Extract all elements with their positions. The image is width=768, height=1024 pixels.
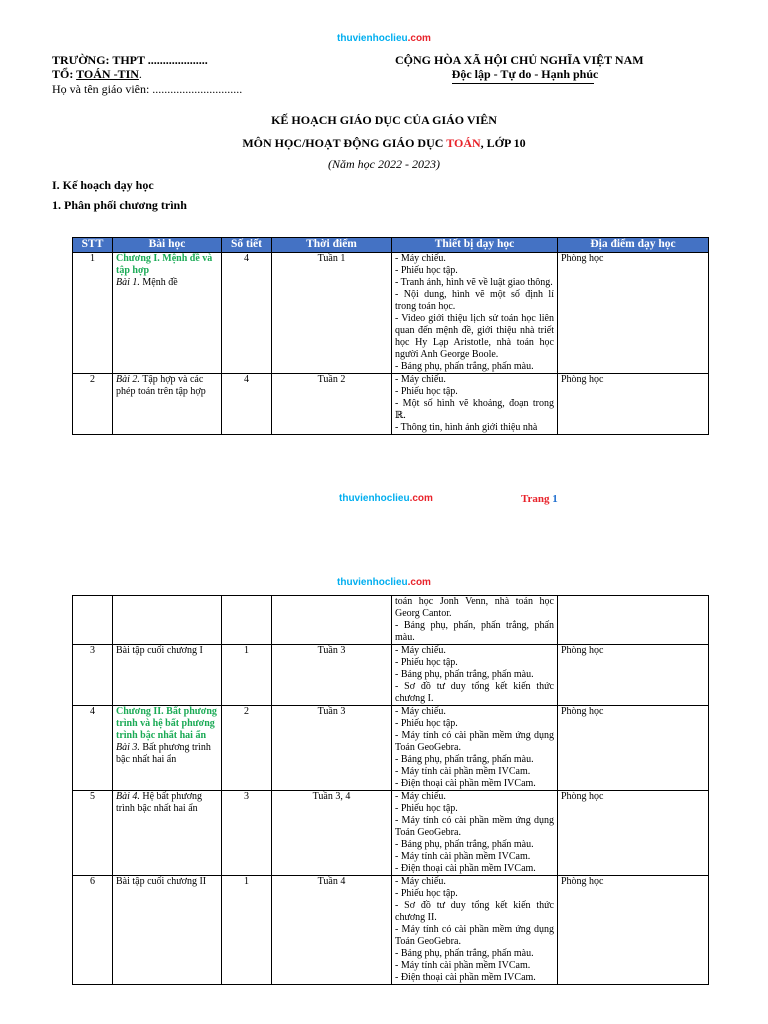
cell-place: Phòng học [558, 791, 709, 876]
cell-stt [73, 596, 113, 645]
col-time: Thời điểm [272, 238, 392, 253]
device-item: - Video giới thiệu lịch sử toán học liên quan đến mệnh đề, giới thiệu nhà triết học Hy Lạp Aristotle, nhà toán học người Anh George Boole. [395, 313, 554, 360]
table-row [73, 876, 709, 985]
subtitle-post: , LỚP 10 [480, 136, 526, 150]
site-domain: .com [407, 577, 431, 588]
cell-devices [392, 791, 558, 876]
chapter-title: Chương I. Mệnh đề và tập hợp [116, 253, 213, 276]
motto: Độc lập - Tự do - Hạnh phúc [451, 67, 599, 81]
device-item: - Máy tính cài phần mềm IVCam. [395, 960, 531, 971]
device-item: - Máy chiếu. [395, 253, 446, 264]
table-row [73, 374, 709, 435]
device-item: - Bảng phụ, phấn, phấn trắng, phấn màu. [395, 620, 554, 643]
cell-periods: 3 [222, 791, 272, 876]
page-num: 1 [552, 493, 558, 505]
device-item: - Máy chiếu. [395, 706, 446, 717]
teacher-name-line: Họ và tên giáo viên: .............................. [52, 82, 243, 96]
device-item: - Phiếu học tập. [395, 386, 458, 397]
device-item: - Nội dung, hình vẽ một số định lí trong toán học. [395, 289, 554, 312]
cell-periods: 2 [222, 706, 272, 791]
cell-lesson [113, 791, 222, 876]
cell-lesson [113, 253, 222, 374]
lesson-title: Tập hợp và các phép toán trên tập hợp [116, 374, 206, 397]
table-row [73, 645, 709, 706]
site-watermark-top [0, 33, 768, 44]
group-suffix: . [138, 67, 142, 81]
cell-place: Phòng học [558, 374, 709, 435]
school-line: TRƯỜNG: THPT .................... [52, 53, 208, 67]
table-row-continued [73, 596, 709, 645]
col-place: Địa điểm dạy học [558, 238, 709, 253]
device-item: - Sơ đồ tư duy tổng kết kiến thức chương II. [395, 900, 554, 923]
device-item: - Máy tính cài phần mềm IVCam. [395, 851, 531, 862]
cell-place [558, 596, 709, 645]
lesson-title: Hệ bất phương trình bậc nhất hai ẩn [116, 791, 202, 814]
col-periods: Số tiết [222, 238, 272, 253]
device-item: - Bảng phụ, phấn trắng, phấn màu. [395, 361, 534, 372]
cell-devices [392, 596, 558, 645]
lesson-number: Bài 1. [116, 277, 140, 288]
device-item: - Phiếu học tập. [395, 718, 458, 729]
col-stt: STT [73, 238, 113, 253]
lesson-title: Bất phương trình bậc nhất hai ẩn [116, 742, 211, 765]
lesson-number: Bài 2. [116, 374, 140, 385]
cell-periods: 1 [222, 876, 272, 985]
lesson-title: Mệnh đề [139, 277, 178, 288]
device-item: - Tranh ảnh, hình vẽ về luật giao thông. [395, 277, 553, 288]
device-item: - Máy tính có cài phần mềm ứng dụng Toán GeoGebra. [395, 815, 554, 838]
cell-lesson [113, 374, 222, 435]
cell-stt: 1 [73, 253, 113, 374]
cell-time: Tuần 3, 4 [272, 791, 392, 876]
device-item: - Máy tính cài phần mềm IVCam. [395, 766, 531, 777]
cell-time: Tuần 4 [272, 876, 392, 985]
cell-periods [222, 596, 272, 645]
device-item: - Máy tính có cài phần mềm ứng dụng Toán GeoGebra. [395, 924, 554, 947]
cell-lesson [113, 645, 222, 706]
cell-time: Tuần 1 [272, 253, 392, 374]
lesson-title: Bài tập cuối chương II [116, 876, 207, 887]
device-item: - Máy tính có cài phần mềm ứng dụng Toán GeoGebra. [395, 730, 554, 753]
cell-devices [392, 876, 558, 985]
device-item: - Phiếu học tập. [395, 657, 458, 668]
device-item: - Bảng phụ, phấn trắng, phấn màu. [395, 754, 534, 765]
site-watermark-page2 [0, 577, 768, 588]
school-year: (Năm học 2022 - 2023) [328, 157, 440, 171]
device-item: toán học Jonh Venn, nhà toán học Georg Cantor. [395, 596, 554, 619]
site-domain: .com [407, 33, 431, 44]
cell-stt: 5 [73, 791, 113, 876]
cell-devices [392, 645, 558, 706]
group-prefix: TỔ: [52, 67, 77, 81]
section-heading: I. Kế hoạch dạy học [52, 178, 154, 192]
cell-place: Phòng học [558, 876, 709, 985]
device-item: - Bảng phụ, phấn trắng, phấn màu. [395, 948, 534, 959]
subtitle-subject: TOÁN [446, 136, 481, 150]
device-item: - Phiếu học tập. [395, 888, 458, 899]
cell-time: Tuần 3 [272, 706, 392, 791]
program-table-page1 [72, 237, 709, 435]
device-item: - Điện thoại cài phần mềm IVCam. [395, 972, 536, 983]
cell-periods: 1 [222, 645, 272, 706]
site-name: thuvienhoclieu [337, 33, 408, 44]
device-item: - Máy chiếu. [395, 791, 446, 802]
device-item: - Thông tin, hình ảnh giới thiệu nhà [395, 422, 538, 433]
device-item: - Điện thoại cài phần mềm IVCam. [395, 863, 536, 874]
cell-place: Phòng học [558, 253, 709, 374]
program-table-page2 [72, 595, 709, 985]
cell-devices [392, 706, 558, 791]
device-item: - Sơ đồ tư duy tổng kết kiến thức chương I. [395, 681, 554, 704]
cell-place: Phòng học [558, 706, 709, 791]
subsection-heading: 1. Phân phối chương trình [52, 198, 187, 212]
site-name: thuvienhoclieu [337, 577, 408, 588]
cell-periods: 4 [222, 253, 272, 374]
site-watermark-footer [339, 493, 433, 504]
subtitle-pre: MÔN HỌC/HOẠT ĐỘNG GIÁO DỤC [242, 136, 447, 150]
group-name: TOÁN -TIN [76, 67, 139, 81]
cell-lesson [113, 596, 222, 645]
table-row [73, 253, 709, 374]
cell-periods: 4 [222, 374, 272, 435]
cell-time [272, 596, 392, 645]
device-item: - Điện thoại cài phần mềm IVCam. [395, 778, 536, 789]
table-header-row [73, 238, 709, 253]
lesson-number: Bài 4. [116, 791, 140, 802]
cell-devices [392, 374, 558, 435]
cell-lesson [113, 876, 222, 985]
device-item: - Máy chiếu. [395, 645, 446, 656]
cell-stt: 2 [73, 374, 113, 435]
page-label: Trang [521, 493, 553, 505]
lesson-number: Bài 3. [116, 742, 140, 753]
table-row [73, 791, 709, 876]
chapter-title: Chương II. Bất phương trình và hệ bất phương trình bậc nhất hai ẩn [116, 706, 217, 741]
doc-subtitle [0, 136, 768, 150]
cell-lesson [113, 706, 222, 791]
device-item: - Phiếu học tập. [395, 803, 458, 814]
cell-stt: 6 [73, 876, 113, 985]
device-item: - Máy chiếu. [395, 374, 446, 385]
device-item: - Bảng phụ, phấn trắng, phấn màu. [395, 839, 534, 850]
cell-stt: 4 [73, 706, 113, 791]
table-row [73, 706, 709, 791]
device-item: - Bảng phụ, phấn trắng, phấn màu. [395, 669, 534, 680]
cell-time: Tuần 2 [272, 374, 392, 435]
device-item: - Phiếu học tập. [395, 265, 458, 276]
col-lesson: Bài học [113, 238, 222, 253]
page-number [521, 493, 558, 505]
site-name: thuvienhoclieu [339, 493, 410, 504]
site-domain: .com [409, 493, 433, 504]
motto-underline [452, 83, 594, 84]
nation-title: CỘNG HÒA XÃ HỘI CHỦ NGHĨA VIỆT NAM [395, 53, 644, 67]
cell-devices [392, 253, 558, 374]
cell-place: Phòng học [558, 645, 709, 706]
group-line [52, 67, 142, 81]
lesson-title: Bài tập cuối chương I [116, 645, 203, 656]
device-item: - Máy chiếu. [395, 876, 446, 887]
doc-title: KẾ HOẠCH GIÁO DỤC CỦA GIÁO VIÊN [271, 113, 497, 127]
cell-stt: 3 [73, 645, 113, 706]
col-devices: Thiết bị dạy học [392, 238, 558, 253]
device-item: - Một số hình vẽ khoảng, đoạn trong ℝ. [395, 398, 554, 421]
cell-time: Tuần 3 [272, 645, 392, 706]
